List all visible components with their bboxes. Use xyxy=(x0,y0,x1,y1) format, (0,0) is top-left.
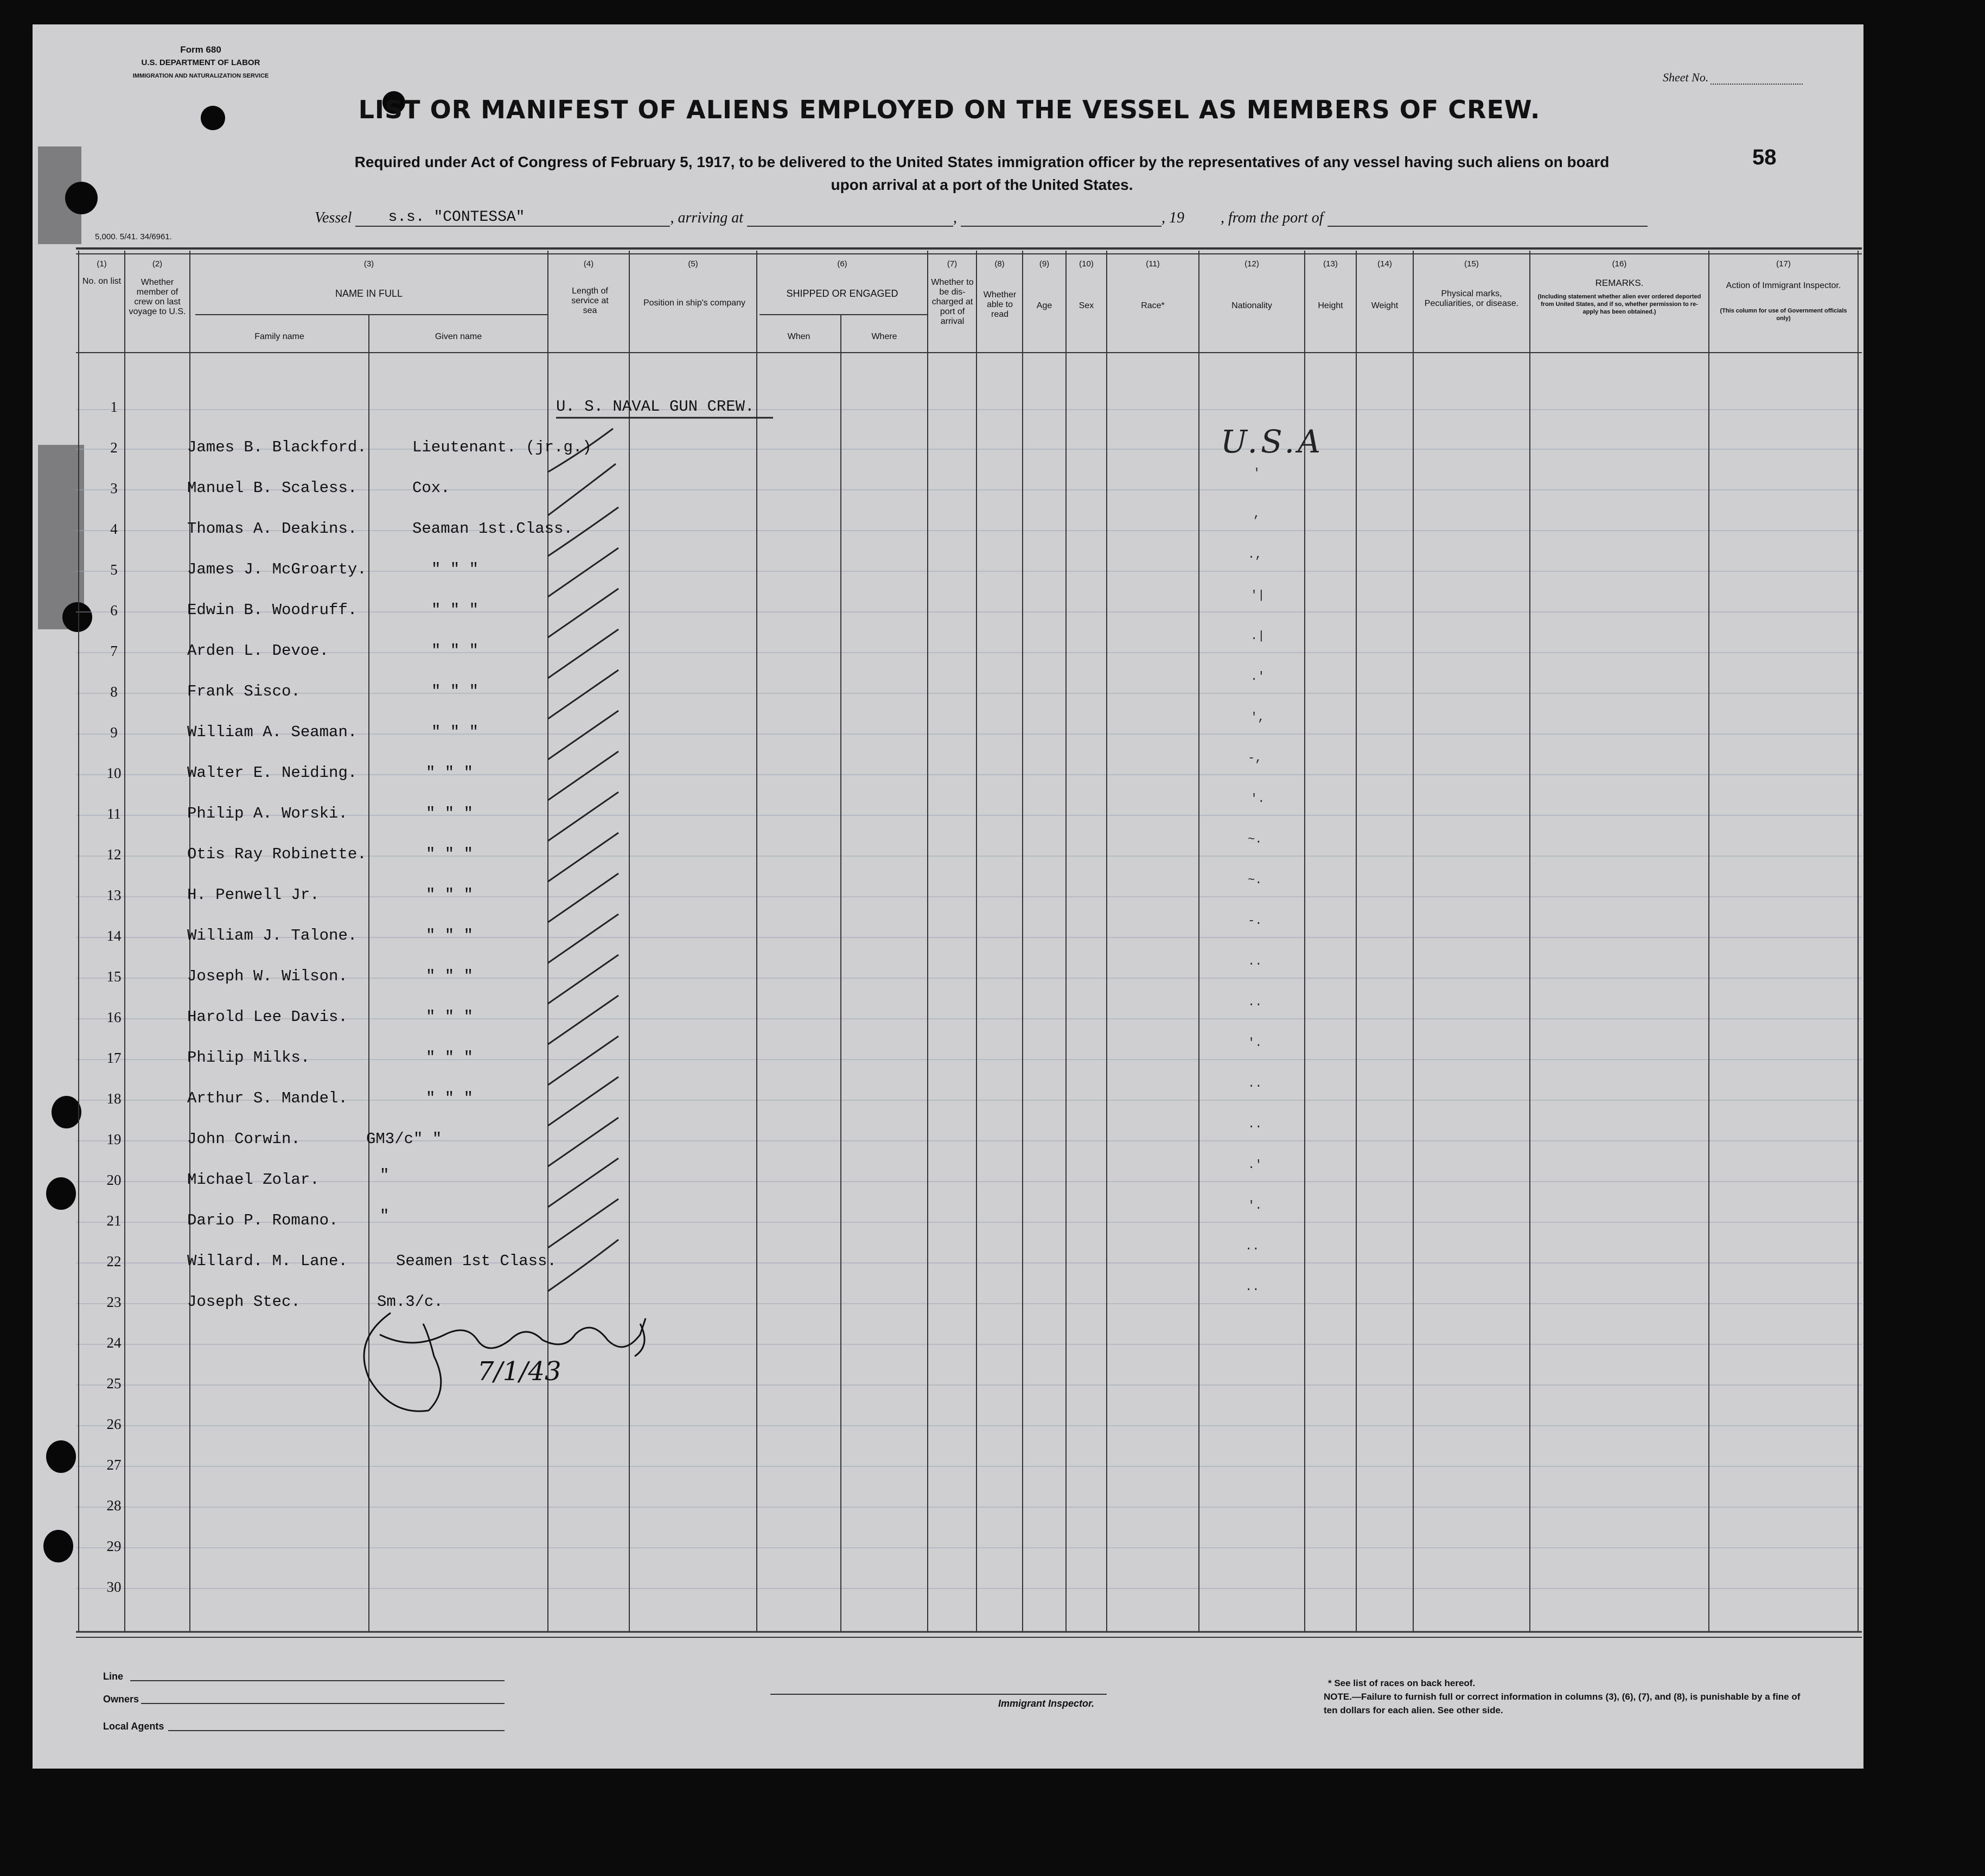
ditto-mark: ' xyxy=(1253,467,1261,480)
ditto-mark: .. xyxy=(1248,955,1262,968)
header-shipped-engaged: SHIPPED OR ENGAGED xyxy=(786,288,898,299)
immigrant-inspector-label: Immigrant Inspector. xyxy=(998,1698,1095,1709)
vessel-label: Vessel xyxy=(315,209,352,226)
col-number: (13) xyxy=(1323,259,1338,269)
row-number: 5 xyxy=(110,561,118,578)
header-remarks-note: (Including statement whether alien ever ordered deported from United States, and if so, whether permission to re-apply has been obtained.) xyxy=(1537,293,1701,315)
year-label: , 19 xyxy=(1161,209,1184,226)
row-number: 20 xyxy=(106,1172,122,1188)
col-number: (6) xyxy=(837,259,847,269)
ditto-mark: ~. xyxy=(1248,833,1262,846)
row-number: 28 xyxy=(106,1497,122,1514)
arriving-label: , arriving at xyxy=(670,209,743,226)
crew-name: Manuel B. Scaless. xyxy=(187,479,358,497)
crew-position: " " " xyxy=(426,967,474,985)
footer-owners-label: Owners xyxy=(103,1694,139,1705)
col-number: (1) xyxy=(97,259,107,269)
ditto-mark: .' xyxy=(1248,1158,1262,1172)
header-age: Age xyxy=(1036,301,1052,310)
ditto-mark: '. xyxy=(1250,792,1265,806)
row-number: 23 xyxy=(106,1294,122,1310)
row-number: 4 xyxy=(110,521,118,537)
ditto-mark: .. xyxy=(1245,1280,1260,1294)
ditto-mark: .. xyxy=(1248,996,1262,1009)
crew-position: Sm.3/c. xyxy=(377,1293,443,1311)
crew-position: " " " xyxy=(426,845,474,863)
col-number: (2) xyxy=(152,259,163,269)
header-name-in-full: NAME IN FULL xyxy=(335,288,403,299)
crew-position: GM3/c" " xyxy=(366,1130,442,1148)
crew-name: Frank Sisco. xyxy=(187,682,301,700)
col-number: (3) xyxy=(363,259,374,269)
row-number: 29 xyxy=(106,1538,122,1554)
crew-position: " " " xyxy=(431,642,479,660)
header-action: Action of Immigrant Inspector. xyxy=(1726,281,1841,290)
header-discharged: Whether to be dis-charged at port of arrival xyxy=(931,278,974,326)
naval-gun-crew-heading: U. S. NAVAL GUN CREW. xyxy=(556,398,755,416)
ditto-mark: '. xyxy=(1248,1199,1262,1213)
header-family-name: Family name xyxy=(254,332,304,341)
races-note: * See list of races on back hereof. xyxy=(1328,1678,1476,1688)
crew-name: H. Penwell Jr. xyxy=(187,886,320,904)
penalty-note: NOTE.—Failure to furnish full or correct information in columns (3), (6), (7), and (8), is punishable by a fine of ten dollars for each alien. See other side. xyxy=(1324,1692,1801,1715)
col-number: (12) xyxy=(1244,259,1259,269)
ditto-mark: '. xyxy=(1248,1036,1262,1050)
col-number: (15) xyxy=(1464,259,1479,269)
footer-local-agents-label: Local Agents xyxy=(103,1721,164,1732)
crew-name: James B. Blackford. xyxy=(187,438,367,456)
signature-date: 7/1/43 xyxy=(477,1356,561,1387)
header-position: Position in ship's company xyxy=(643,298,746,308)
ditto-mark: .. xyxy=(1248,1077,1262,1090)
crew-name: Willard. M. Lane. xyxy=(187,1252,348,1270)
form-number: Form 680 xyxy=(180,44,221,55)
crew-position: " xyxy=(380,1166,390,1184)
crew-name: Edwin B. Woodruff. xyxy=(187,601,358,619)
col-number: (5) xyxy=(688,259,698,269)
ditto-mark: -, xyxy=(1248,751,1262,765)
crew-position: Lieutenant. (jr.g.) xyxy=(412,438,592,456)
col-number: (9) xyxy=(1039,259,1050,269)
row-number: 9 xyxy=(110,724,118,741)
row-number: 6 xyxy=(110,602,118,618)
crew-position: " " " xyxy=(426,764,474,782)
crew-position: " " " xyxy=(431,601,479,619)
crew-name: James J. McGroarty. xyxy=(187,560,367,578)
crew-position: Cox. xyxy=(412,479,450,497)
header-length-service: Length of service at sea xyxy=(571,286,609,315)
header-given-name: Given name xyxy=(435,332,482,341)
header-weight: Weight xyxy=(1371,301,1399,310)
row-number: 26 xyxy=(106,1416,122,1432)
arriving-comma: , xyxy=(953,209,957,226)
subtitle-line-1: Required under Act of Congress of February 5, 1917, to be delivered to the United States immigration officer by the representatives of any vessel having such aliens on board xyxy=(354,154,1610,170)
row-number: 13 xyxy=(106,887,122,903)
sheet-no-label: Sheet No. xyxy=(1663,71,1709,84)
row-number: 18 xyxy=(106,1090,122,1107)
crew-position: " " " xyxy=(431,560,479,578)
col-number: (8) xyxy=(994,259,1005,269)
footer-notes xyxy=(1324,1676,1812,1717)
crew-name: Otis Ray Robinette. xyxy=(187,845,367,863)
crew-name: Joseph W. Wilson. xyxy=(187,967,348,985)
row-number: 1 xyxy=(110,399,118,415)
department-name: U.S. DEPARTMENT OF LABOR xyxy=(141,58,260,67)
row-number: 12 xyxy=(106,846,122,863)
row-number: 22 xyxy=(106,1253,122,1269)
ditto-mark: .| xyxy=(1250,629,1265,643)
crew-position: " " " xyxy=(426,1049,474,1067)
row-number: 27 xyxy=(106,1457,122,1473)
header-remarks: REMARKS. xyxy=(1595,278,1644,288)
crew-name: Philip Milks. xyxy=(187,1049,310,1067)
row-number: 21 xyxy=(106,1213,122,1229)
crew-position: Seaman 1st.Class. xyxy=(412,520,573,538)
row-number: 2 xyxy=(110,439,118,456)
row-number: 16 xyxy=(106,1009,122,1025)
row-number: 25 xyxy=(106,1375,122,1392)
header-action-note: (This column for use of Government officials only) xyxy=(1720,308,1847,322)
ditto-mark: '| xyxy=(1250,589,1265,602)
row-number: 11 xyxy=(107,806,121,822)
vessel-name: s.s. "CONTESSA" xyxy=(355,209,670,227)
crew-name: Michael Zolar. xyxy=(187,1171,320,1189)
crew-name: Joseph Stec. xyxy=(187,1293,301,1311)
ditto-mark: ~. xyxy=(1248,873,1262,887)
row-number: 30 xyxy=(106,1579,122,1595)
col-number: (10) xyxy=(1079,259,1094,269)
nationality-entry: U.S.A xyxy=(1221,423,1324,460)
row-number: 24 xyxy=(106,1335,122,1351)
col-number: (4) xyxy=(583,259,594,269)
row-number: 7 xyxy=(110,643,118,659)
crew-name: John Corwin. xyxy=(187,1130,301,1148)
header-where: Where xyxy=(871,332,897,341)
crew-position: " " " xyxy=(426,1089,474,1107)
col-number: (11) xyxy=(1146,259,1160,269)
row-number: 19 xyxy=(106,1131,122,1147)
ditto-mark: .' xyxy=(1250,670,1265,684)
crew-position: " " " xyxy=(426,886,474,904)
row-number: 10 xyxy=(106,765,122,781)
crew-position: " " " xyxy=(426,805,474,822)
ditto-mark: .. xyxy=(1248,1118,1262,1131)
crew-position: " xyxy=(380,1207,390,1225)
from-port-label: , from the port of xyxy=(1221,209,1324,226)
print-code: 5,000. 5/41. 34/6961. xyxy=(95,232,172,241)
crew-name: William A. Seaman. xyxy=(187,723,358,741)
col-number: (14) xyxy=(1377,259,1392,269)
ditto-mark: ', xyxy=(1250,711,1265,724)
crew-position: " " " xyxy=(431,723,479,741)
header-when: When xyxy=(787,332,810,341)
header-sex: Sex xyxy=(1078,301,1094,310)
header-whether-member: Whether member of crew on last voyage to U.S. xyxy=(129,278,186,316)
crew-name: Dario P. Romano. xyxy=(187,1211,339,1229)
service-name: IMMIGRATION AND NATURALIZATION SERVICE xyxy=(132,73,269,79)
crew-position: Seamen 1st Class. xyxy=(396,1252,557,1270)
subtitle-line-2: upon arrival at a port of the United States. xyxy=(831,176,1133,193)
ditto-mark: ., xyxy=(1248,548,1262,561)
row-number: 3 xyxy=(110,480,118,496)
header-race: Race* xyxy=(1141,301,1165,310)
row-number: 15 xyxy=(106,968,122,985)
page-number: 58 xyxy=(1752,145,1777,169)
crew-name: William J. Talone. xyxy=(187,927,358,945)
crew-name: Arthur S. Mandel. xyxy=(187,1089,348,1107)
crew-name: Walter E. Neiding. xyxy=(187,764,358,782)
header-height: Height xyxy=(1318,301,1343,310)
col-number: (17) xyxy=(1776,259,1791,269)
crew-position: " " " xyxy=(431,682,479,700)
header-nationality: Nationality xyxy=(1231,301,1272,310)
crew-position: " " " xyxy=(426,927,474,945)
ditto-mark: , xyxy=(1253,507,1261,521)
ditto-mark: -. xyxy=(1248,914,1262,928)
crew-name: Thomas A. Deakins. xyxy=(187,520,358,538)
row-number: 17 xyxy=(106,1050,122,1066)
header-able-to-read: Whether able to read xyxy=(983,290,1017,319)
row-number: 8 xyxy=(110,684,118,700)
page-title: LIST OR MANIFEST OF ALIENS EMPLOYED ON THE VESSEL AS MEMBERS OF CREW. xyxy=(358,95,1541,124)
crew-position: " " " xyxy=(426,1008,474,1026)
col-number: (7) xyxy=(947,259,958,269)
row-number: 14 xyxy=(106,928,122,944)
footer-line-label: Line xyxy=(103,1671,124,1682)
crew-name: Arden L. Devoe. xyxy=(187,642,329,660)
col-number: (16) xyxy=(1612,259,1627,269)
header-physical-marks: Physical marks, Peculiarities, or disease. xyxy=(1424,289,1519,308)
ditto-mark: .. xyxy=(1245,1240,1260,1253)
header-no-on-list: No. on list xyxy=(82,277,122,286)
crew-name: Harold Lee Davis. xyxy=(187,1008,348,1026)
crew-name: Philip A. Worski. xyxy=(187,805,348,822)
